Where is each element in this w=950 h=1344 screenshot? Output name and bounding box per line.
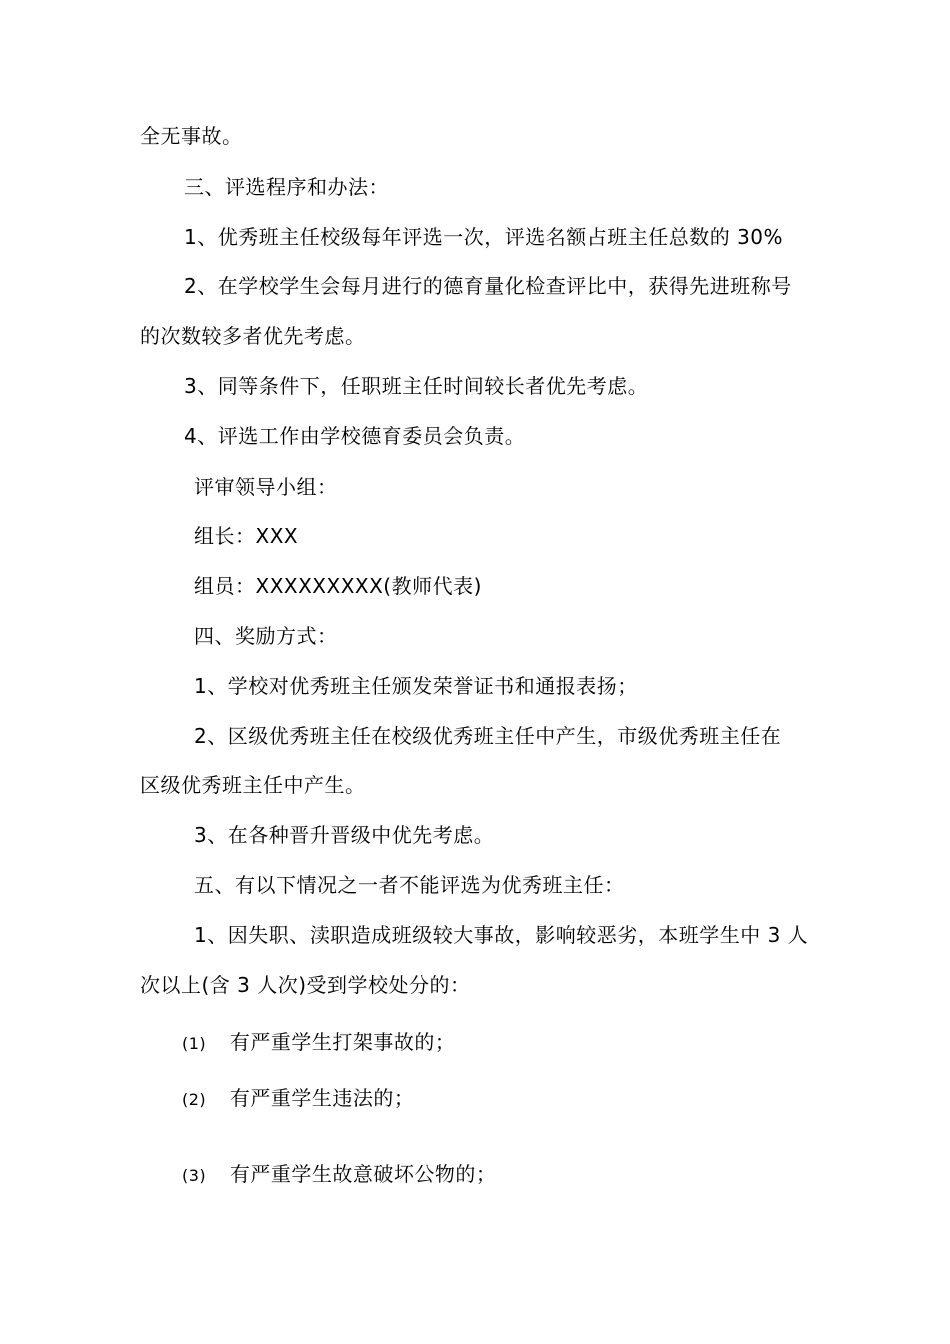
sub-item-marker: (2): [182, 1090, 207, 1109]
text-line: 组长：XXX: [194, 524, 299, 548]
sub-item: [182, 1030, 455, 1056]
sub-item-text: 有严重学生故意破坏公物的；: [229, 1162, 497, 1186]
text-line: 1、优秀班主任校级每年评选一次，评选名额占班主任总数的 30%: [184, 225, 784, 249]
text-line: 2、区级优秀班主任在校级优秀班主任中产生，市级优秀班主任在: [194, 724, 782, 748]
text-line: 3、同等条件下，任职班主任时间较长者优先考虑。: [184, 374, 649, 398]
section-heading: 三、评选程序和办法：: [184, 175, 389, 199]
section-heading: 五、有以下情况之一者不能评选为优秀班主任：: [194, 873, 625, 897]
sub-item: [182, 1086, 414, 1112]
sub-item-text: 有严重学生打架事故的；: [229, 1030, 456, 1054]
text-line: 组员：XXXXXXXXX(教师代表): [194, 574, 482, 598]
text-line: 评审领导小组：: [194, 475, 338, 499]
text-line: 4、评选工作由学校德育委员会负责。: [184, 424, 526, 448]
sub-item-marker: (3): [182, 1166, 207, 1185]
text-line: 2、在学校学生会每月进行的德育量化检查评比中，获得先进班称号: [184, 274, 792, 298]
section-heading: 四、奖励方式：: [194, 624, 338, 648]
text-line: 次以上(含 3 人次)受到学校处分的：: [140, 973, 471, 997]
sub-item: [182, 1162, 496, 1188]
text-line: 的次数较多者优先考虑。: [140, 324, 366, 348]
text-line: 1、因失职、渎职造成班级较大事故，影响较恶劣，本班学生中 3 人: [194, 923, 809, 947]
text-line: 3、在各种晋升晋级中优先考虑。: [194, 823, 495, 847]
text-line: 全无事故。: [140, 124, 243, 148]
text-line: 1、学校对优秀班主任颁发荣誉证书和通报表扬；: [194, 674, 638, 698]
text-line: 区级优秀班主任中产生。: [140, 773, 366, 797]
sub-item-text: 有严重学生违法的；: [229, 1086, 415, 1110]
sub-item-marker: (1): [182, 1034, 207, 1053]
